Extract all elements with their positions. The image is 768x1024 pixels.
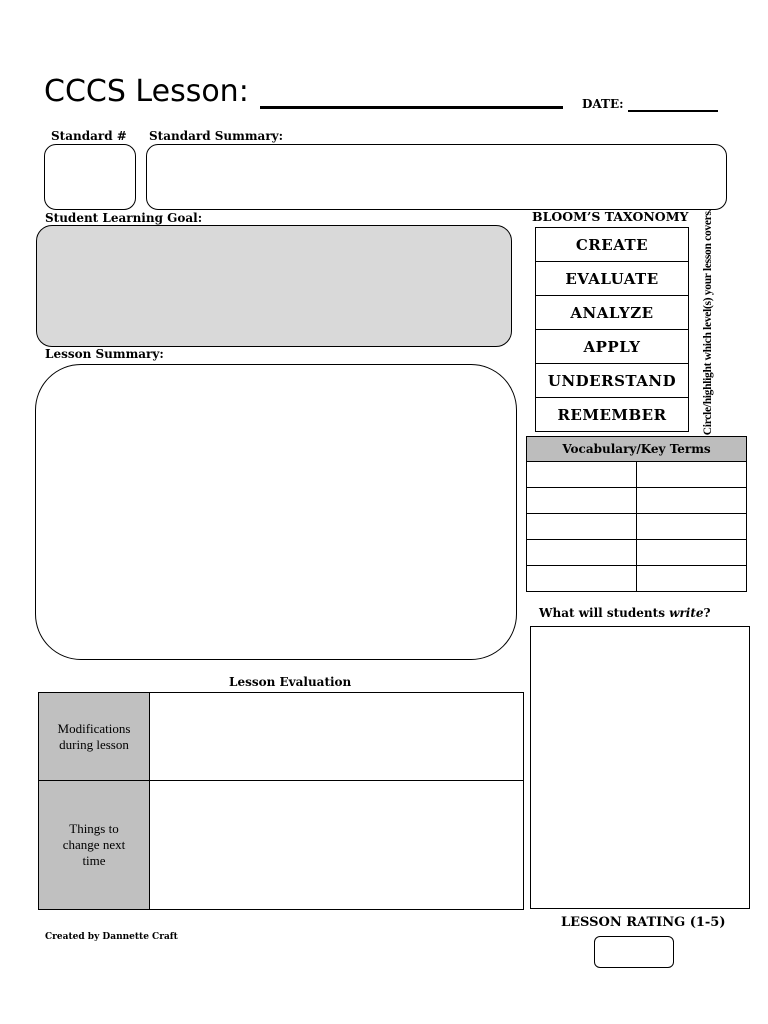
evaluation-row-label: Things to change next time xyxy=(39,781,150,909)
lesson-rating-box[interactable] xyxy=(594,936,674,968)
bloom-level-label: ANALYZE xyxy=(570,303,654,322)
evaluation-table xyxy=(38,692,524,910)
vocab-definition-cell[interactable] xyxy=(637,462,747,488)
writing-box[interactable] xyxy=(530,626,750,909)
writing-label-emphasis: write xyxy=(669,606,704,620)
bloom-level-label: APPLY xyxy=(583,337,641,356)
bloom-level-create[interactable] xyxy=(535,227,689,262)
blooms-instruction-text: Circle/highlight which level(s) your lesson covers. xyxy=(702,208,714,436)
vocab-definition-cell[interactable] xyxy=(637,488,747,514)
writing-label-prefix: What will students xyxy=(539,606,670,620)
lesson-title: CCCS Lesson: xyxy=(44,74,249,109)
bloom-level-label: REMEMBER xyxy=(557,405,667,424)
bloom-level-label: CREATE xyxy=(575,235,649,254)
standard-number-box[interactable] xyxy=(44,144,136,210)
footer-credit: Created by Dannette Craft xyxy=(45,932,178,942)
vocab-term-cell[interactable] xyxy=(527,514,637,540)
evaluation-title: Lesson Evaluation xyxy=(229,675,352,689)
evaluation-changes-field[interactable] xyxy=(151,781,523,909)
vocab-term-cell[interactable] xyxy=(527,488,637,514)
evaluation-modifications-field[interactable] xyxy=(151,693,523,780)
lesson-rating-label: LESSON RATING (1-5) xyxy=(561,915,726,930)
evaluation-row-label: Modifications during lesson xyxy=(39,693,150,780)
bloom-level-apply[interactable] xyxy=(535,329,689,364)
vocab-definition-cell[interactable] xyxy=(637,514,747,540)
table-row xyxy=(527,462,747,488)
table-row xyxy=(527,566,747,592)
bloom-level-analyze[interactable] xyxy=(535,295,689,330)
vocabulary-table xyxy=(526,436,747,592)
date-label: DATE: xyxy=(582,97,624,111)
lesson-summary-label: Lesson Summary: xyxy=(45,347,164,361)
vocab-term-cell[interactable] xyxy=(527,540,637,566)
evaluation-row-changes xyxy=(39,781,523,909)
blooms-instruction xyxy=(699,208,717,436)
vocab-definition-cell[interactable] xyxy=(637,540,747,566)
bloom-level-remember[interactable] xyxy=(535,397,689,432)
writing-label xyxy=(539,606,711,620)
vocabulary-header: Vocabulary/Key Terms xyxy=(527,437,747,462)
standard-number-label: Standard # xyxy=(51,129,127,143)
vocab-term-cell[interactable] xyxy=(527,462,637,488)
lesson-title-line[interactable] xyxy=(260,106,563,109)
bloom-level-understand[interactable] xyxy=(535,363,689,398)
standard-summary-box[interactable] xyxy=(146,144,727,210)
vocab-definition-cell[interactable] xyxy=(637,566,747,592)
standard-summary-label: Standard Summary: xyxy=(149,129,284,143)
evaluation-row-modifications xyxy=(39,693,523,781)
lesson-summary-box[interactable] xyxy=(35,364,517,660)
learning-goal-label: Student Learning Goal: xyxy=(45,211,203,225)
bloom-level-label: UNDERSTAND xyxy=(547,371,677,390)
bloom-level-evaluate[interactable] xyxy=(535,261,689,296)
bloom-level-label: EVALUATE xyxy=(565,269,659,288)
vocab-term-cell[interactable] xyxy=(527,566,637,592)
date-line[interactable] xyxy=(628,110,718,112)
learning-goal-box[interactable] xyxy=(36,225,512,347)
writing-label-suffix: ? xyxy=(703,606,711,620)
table-row xyxy=(527,540,747,566)
blooms-title: BLOOM’S TAXONOMY xyxy=(532,209,689,224)
table-row xyxy=(527,488,747,514)
table-row xyxy=(527,514,747,540)
